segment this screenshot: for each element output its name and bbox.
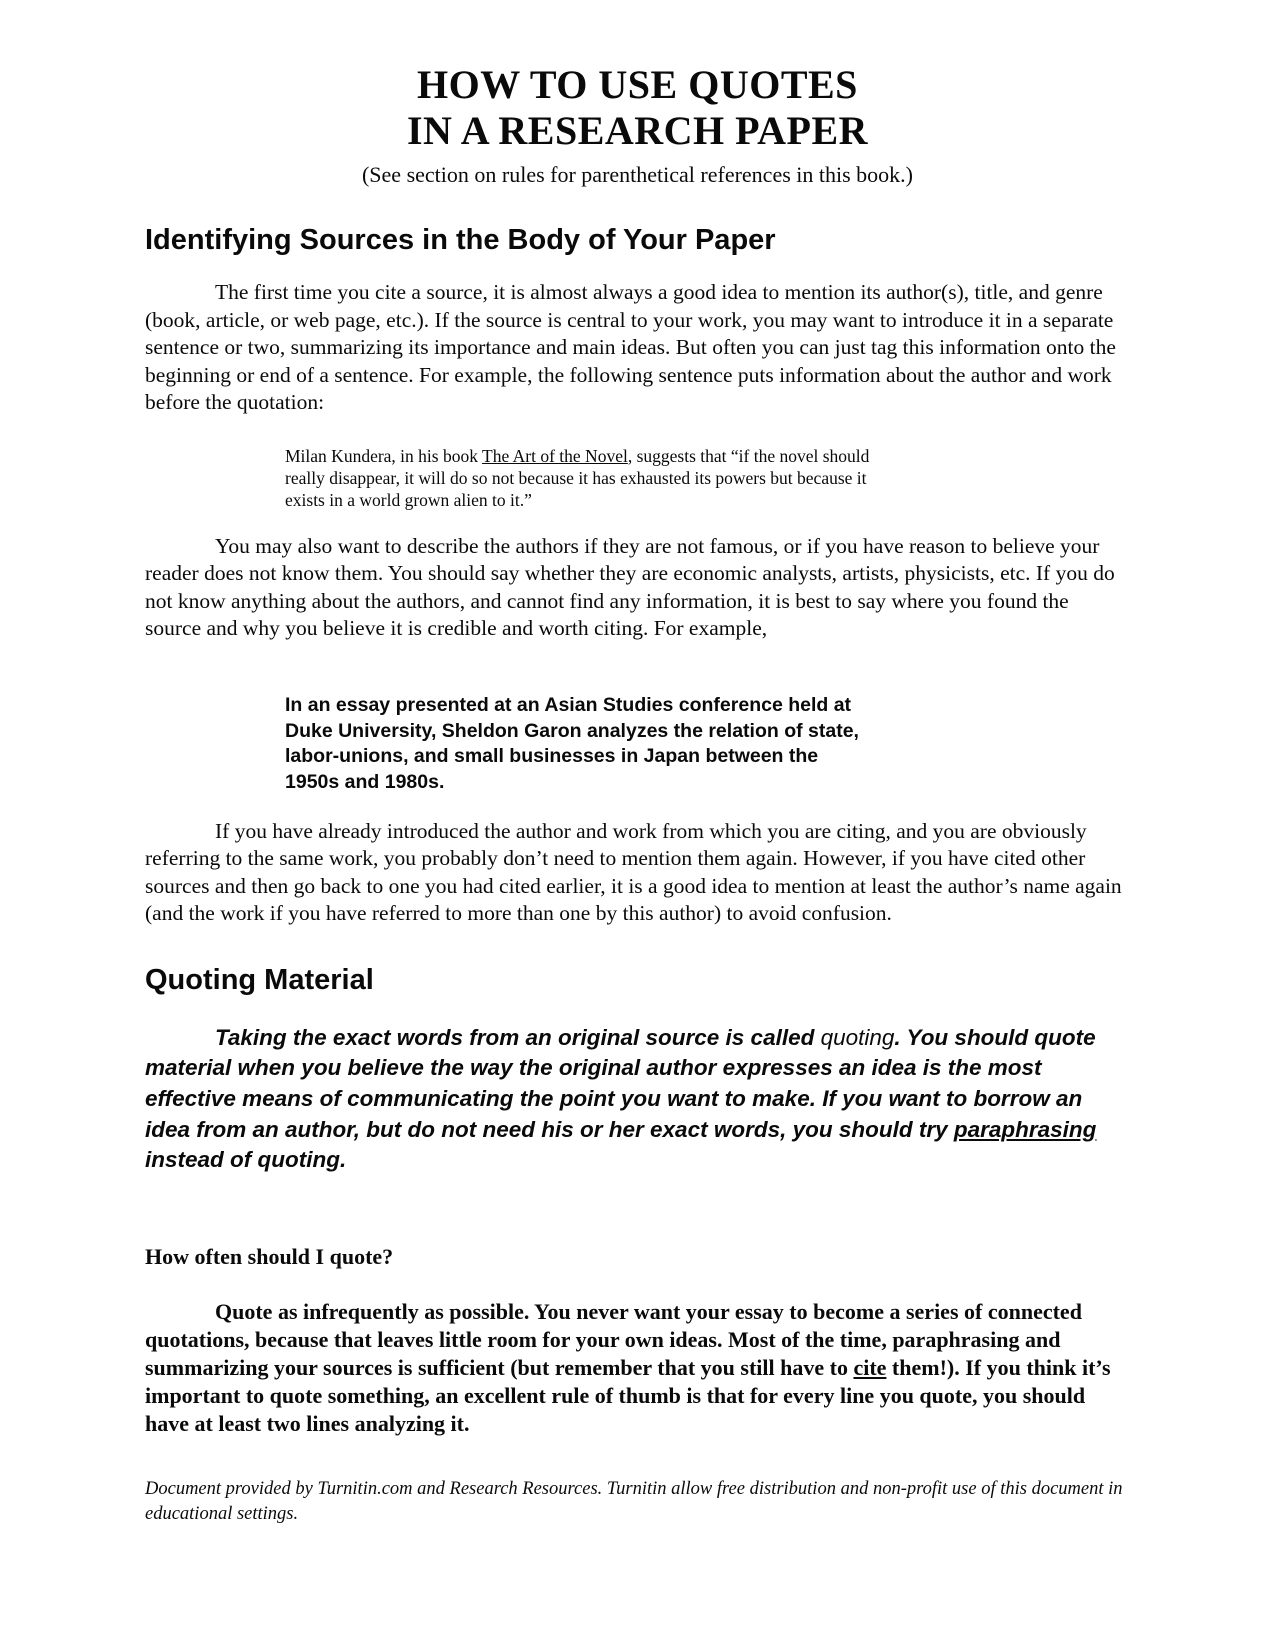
subheading-how-often-quote: How often should I quote?: [145, 1243, 394, 1269]
section-quoting-material: [145, 964, 1130, 1438]
paragraph-already-introduced: If you have already introduced the author and work from which you are citing, and you are obviously referring to the same work, you probably don’t need to mention them again. However, if you have cited other sources and then go back to one you had cited earlier, it is a good idea to mention at least the author’s name again (and the work if you have referred to more than one by this author) to avoid confusion.: [145, 818, 1122, 926]
advice-text-tail: them!). If you think it’s important to quote something, an excellent rule of thumb is that for every line you quote, you should have at least two lines analyzing it.: [145, 1354, 1111, 1436]
blockquote-kundera-example: [285, 445, 885, 511]
title-line-1: HOW TO USE QUOTES: [417, 62, 858, 107]
term-quoting: quoting: [820, 1024, 895, 1050]
quote-text-tail: , suggests that “if the novel should really disappear, it will do so not because it has exhausted its powers but because it exists in a world grown alien to it.”: [285, 445, 870, 510]
footer-attribution-note: Document provided by Turnitin.com and Research Resources. Turnitin allow free distribution and non-profit use of this document in educational settings.: [145, 1479, 1123, 1525]
paragraph-quote-infrequently: [145, 1298, 1130, 1438]
quote-book-title-underlined: The Art of the Novel: [482, 445, 628, 466]
paragraph-describe-authors: You may also want to describe the authors if they are not famous, or if you have reason to believe your reader does not know them. You should say whether they are economic analysts, artists, physicists, etc. If you do not know anything about the authors, and cannot find any information, it is best to say where you found the source and why you believe it is credible and worth citing. For example,: [145, 533, 1115, 641]
document-title: [145, 62, 1130, 154]
definition-text-middle: . You should quote material when you believe the way the original author expresses an idea is the most effective means of communicating the point you want to make. If you want to borrow an idea from an author, but do not need his or her exact words, you should try: [145, 1024, 1096, 1142]
quote-text-lead: Milan Kundera, in his book: [285, 445, 483, 466]
document-subtitle: (See section on rules for parenthetical references in this book.): [361, 162, 913, 187]
blockquote-garon-example: In an essay presented at an Asian Studies conference held at Duke University, Sheldon Garon analyzes the relation of state, labor-unions, and small businesses in Japan between the 1950s and 1980s.: [285, 693, 859, 793]
section-heading-quoting-material: Quoting Material: [145, 963, 374, 996]
document-footer: [145, 1477, 1130, 1527]
section-heading-identifying-sources: Identifying Sources in the Body of Your Paper: [145, 224, 776, 256]
title-line-2: IN A RESEARCH PAPER: [406, 108, 869, 153]
paragraph-quoting-definition: [145, 1023, 1130, 1176]
definition-text-lead: Taking the exact words from an original source is called: [215, 1024, 821, 1050]
definition-text-tail: instead of quoting.: [145, 1147, 347, 1173]
advice-text-lead: Quote as infrequently as possible. You never want your essay to become a series of connected quotations, because that leaves little room for your own ideas. Most of the time, paraphrasing and summarizing your sources is sufficient (but remember that you still have to: [145, 1298, 1082, 1380]
paragraph-cite-first-time: The first time you cite a source, it is almost always a good idea to mention its author(s), title, and genre (book, article, or web page, etc.). If the source is central to your work, you may want to introduce it in a separate sentence or two, summarizing its importance and main ideas. But often you can just tag this information onto the beginning or end of a sentence. For example, the following sentence puts information about the author and work before the quotation:: [145, 280, 1116, 415]
term-cite-underlined: cite: [853, 1354, 887, 1380]
term-paraphrasing-underlined: paraphrasing: [953, 1116, 1097, 1142]
section-identifying-sources: [145, 224, 1130, 928]
document-header: [145, 62, 1130, 188]
